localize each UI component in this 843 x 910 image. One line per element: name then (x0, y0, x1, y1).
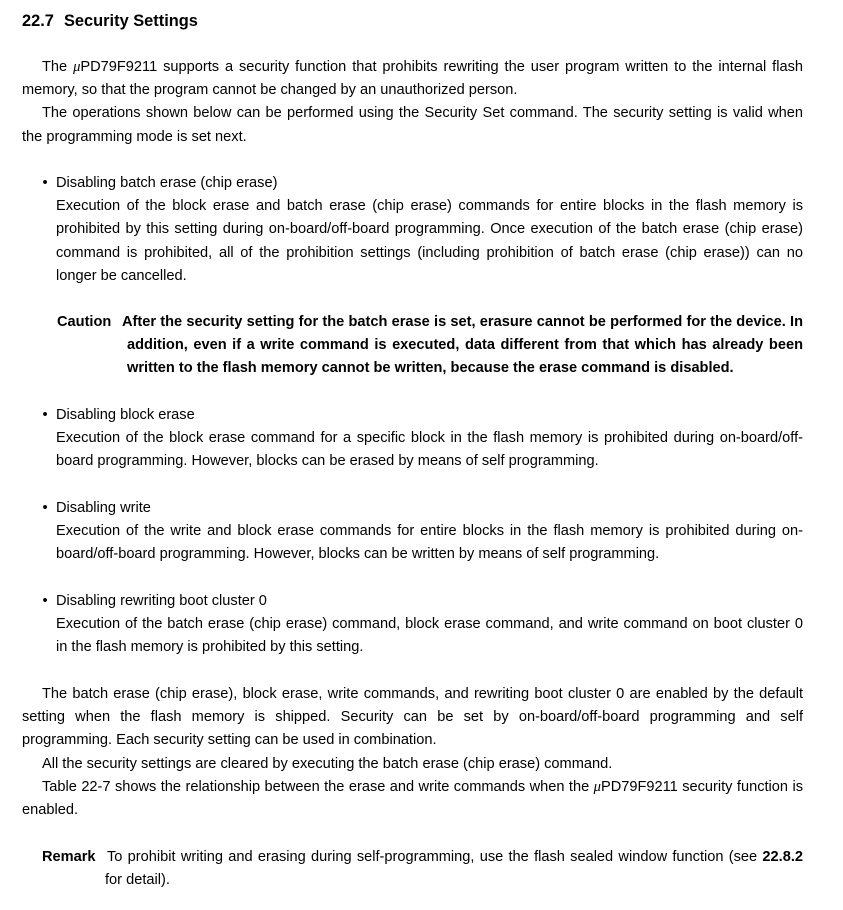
remark-label: Remark (42, 849, 96, 865)
intro-paragraph-2: The operations shown below can be performed using the Security Set command. The security setting is valid when the programming mode is set next. (22, 105, 803, 145)
bullet-item-disable-write (56, 497, 803, 567)
caution-label: Caution (57, 314, 112, 330)
closing-paragraphs (22, 683, 803, 822)
bullet-title: Disabling block erase (56, 407, 195, 423)
section-reference: 22.8.2 (762, 849, 803, 865)
bullet-item-disable-boot-cluster (56, 590, 803, 660)
bullet-title: Disabling rewriting boot cluster 0 (56, 593, 267, 609)
section-heading (22, 9, 198, 33)
bullet-body: Execution of the batch erase (chip erase) command, block erase command, and write command on boot cluster 0 in the flash memory is prohibited by this setting. (56, 616, 803, 656)
remark-text: To prohibit writing and erasing during self-programming, use the flash sealed window function (see 22.8.2 for detail). (105, 849, 803, 889)
closing-paragraph-2: All the security settings are cleared by executing the batch erase (chip erase) command. (42, 755, 613, 772)
caution-text: After the security setting for the batch erase is set, erasure cannot be performed for the device. In addition, even if a write command is executed, data different from that which has already been written to the flash memory cannot be written, because the erase command is disabled. (122, 314, 803, 377)
bullet-title: Disabling write (56, 500, 151, 516)
closing-paragraph-3: Table 22-7 shows the relationship between the erase and write commands when the μPD79F9211 security function is enabled. (22, 778, 803, 819)
bullet-item-disable-block-erase (56, 404, 803, 474)
closing-paragraph-1: The batch erase (chip erase), block erase, write commands, and rewriting boot cluster 0 are enabled by the default setting when the flash memory is shipped. Security can be set by on-board/off-board programming and self programming. Each security setting can be used in combination. (22, 686, 803, 749)
intro-paragraph-1: The μPD79F9211 supports a security function that prohibits rewriting the user program written to the internal flash memory, so that the program cannot be changed by an unauthorized person. (22, 59, 804, 99)
mu-symbol: μ (593, 778, 601, 795)
bullet-dot: • (42, 175, 48, 191)
bullet-body: Execution of the write and block erase commands for entire blocks in the flash memory is prohibited during on-board/off-board programming. However, blocks can be written by means of self programming. (56, 523, 803, 563)
bullet-body: Execution of the block erase command for a specific block in the flash memory is prohibited during on-board/off-board programming. However, blocks can be erased by means of self programming. (56, 430, 803, 470)
bullet-body: Execution of the block erase and batch erase (chip erase) commands for entire blocks in the flash memory is prohibited by this setting during on-board/off-board programming. Once execution of the batch erase (chip erase) command is prohibited, all of the prohibition settings (including prohibition of batch erase (chip erase)) can no longer be cancelled. (56, 198, 803, 284)
section-number: 22.7 (22, 12, 54, 30)
intro-paragraphs (22, 56, 803, 149)
section-title: Security Settings (64, 12, 198, 30)
bullet-item-disable-batch-erase (56, 172, 803, 288)
mu-symbol: μ (73, 59, 81, 75)
bullet-dot: • (42, 407, 48, 423)
bullet-dot: • (42, 593, 48, 609)
bullet-title: Disabling batch erase (chip erase) (56, 175, 278, 191)
bullet-dot: • (42, 500, 48, 516)
